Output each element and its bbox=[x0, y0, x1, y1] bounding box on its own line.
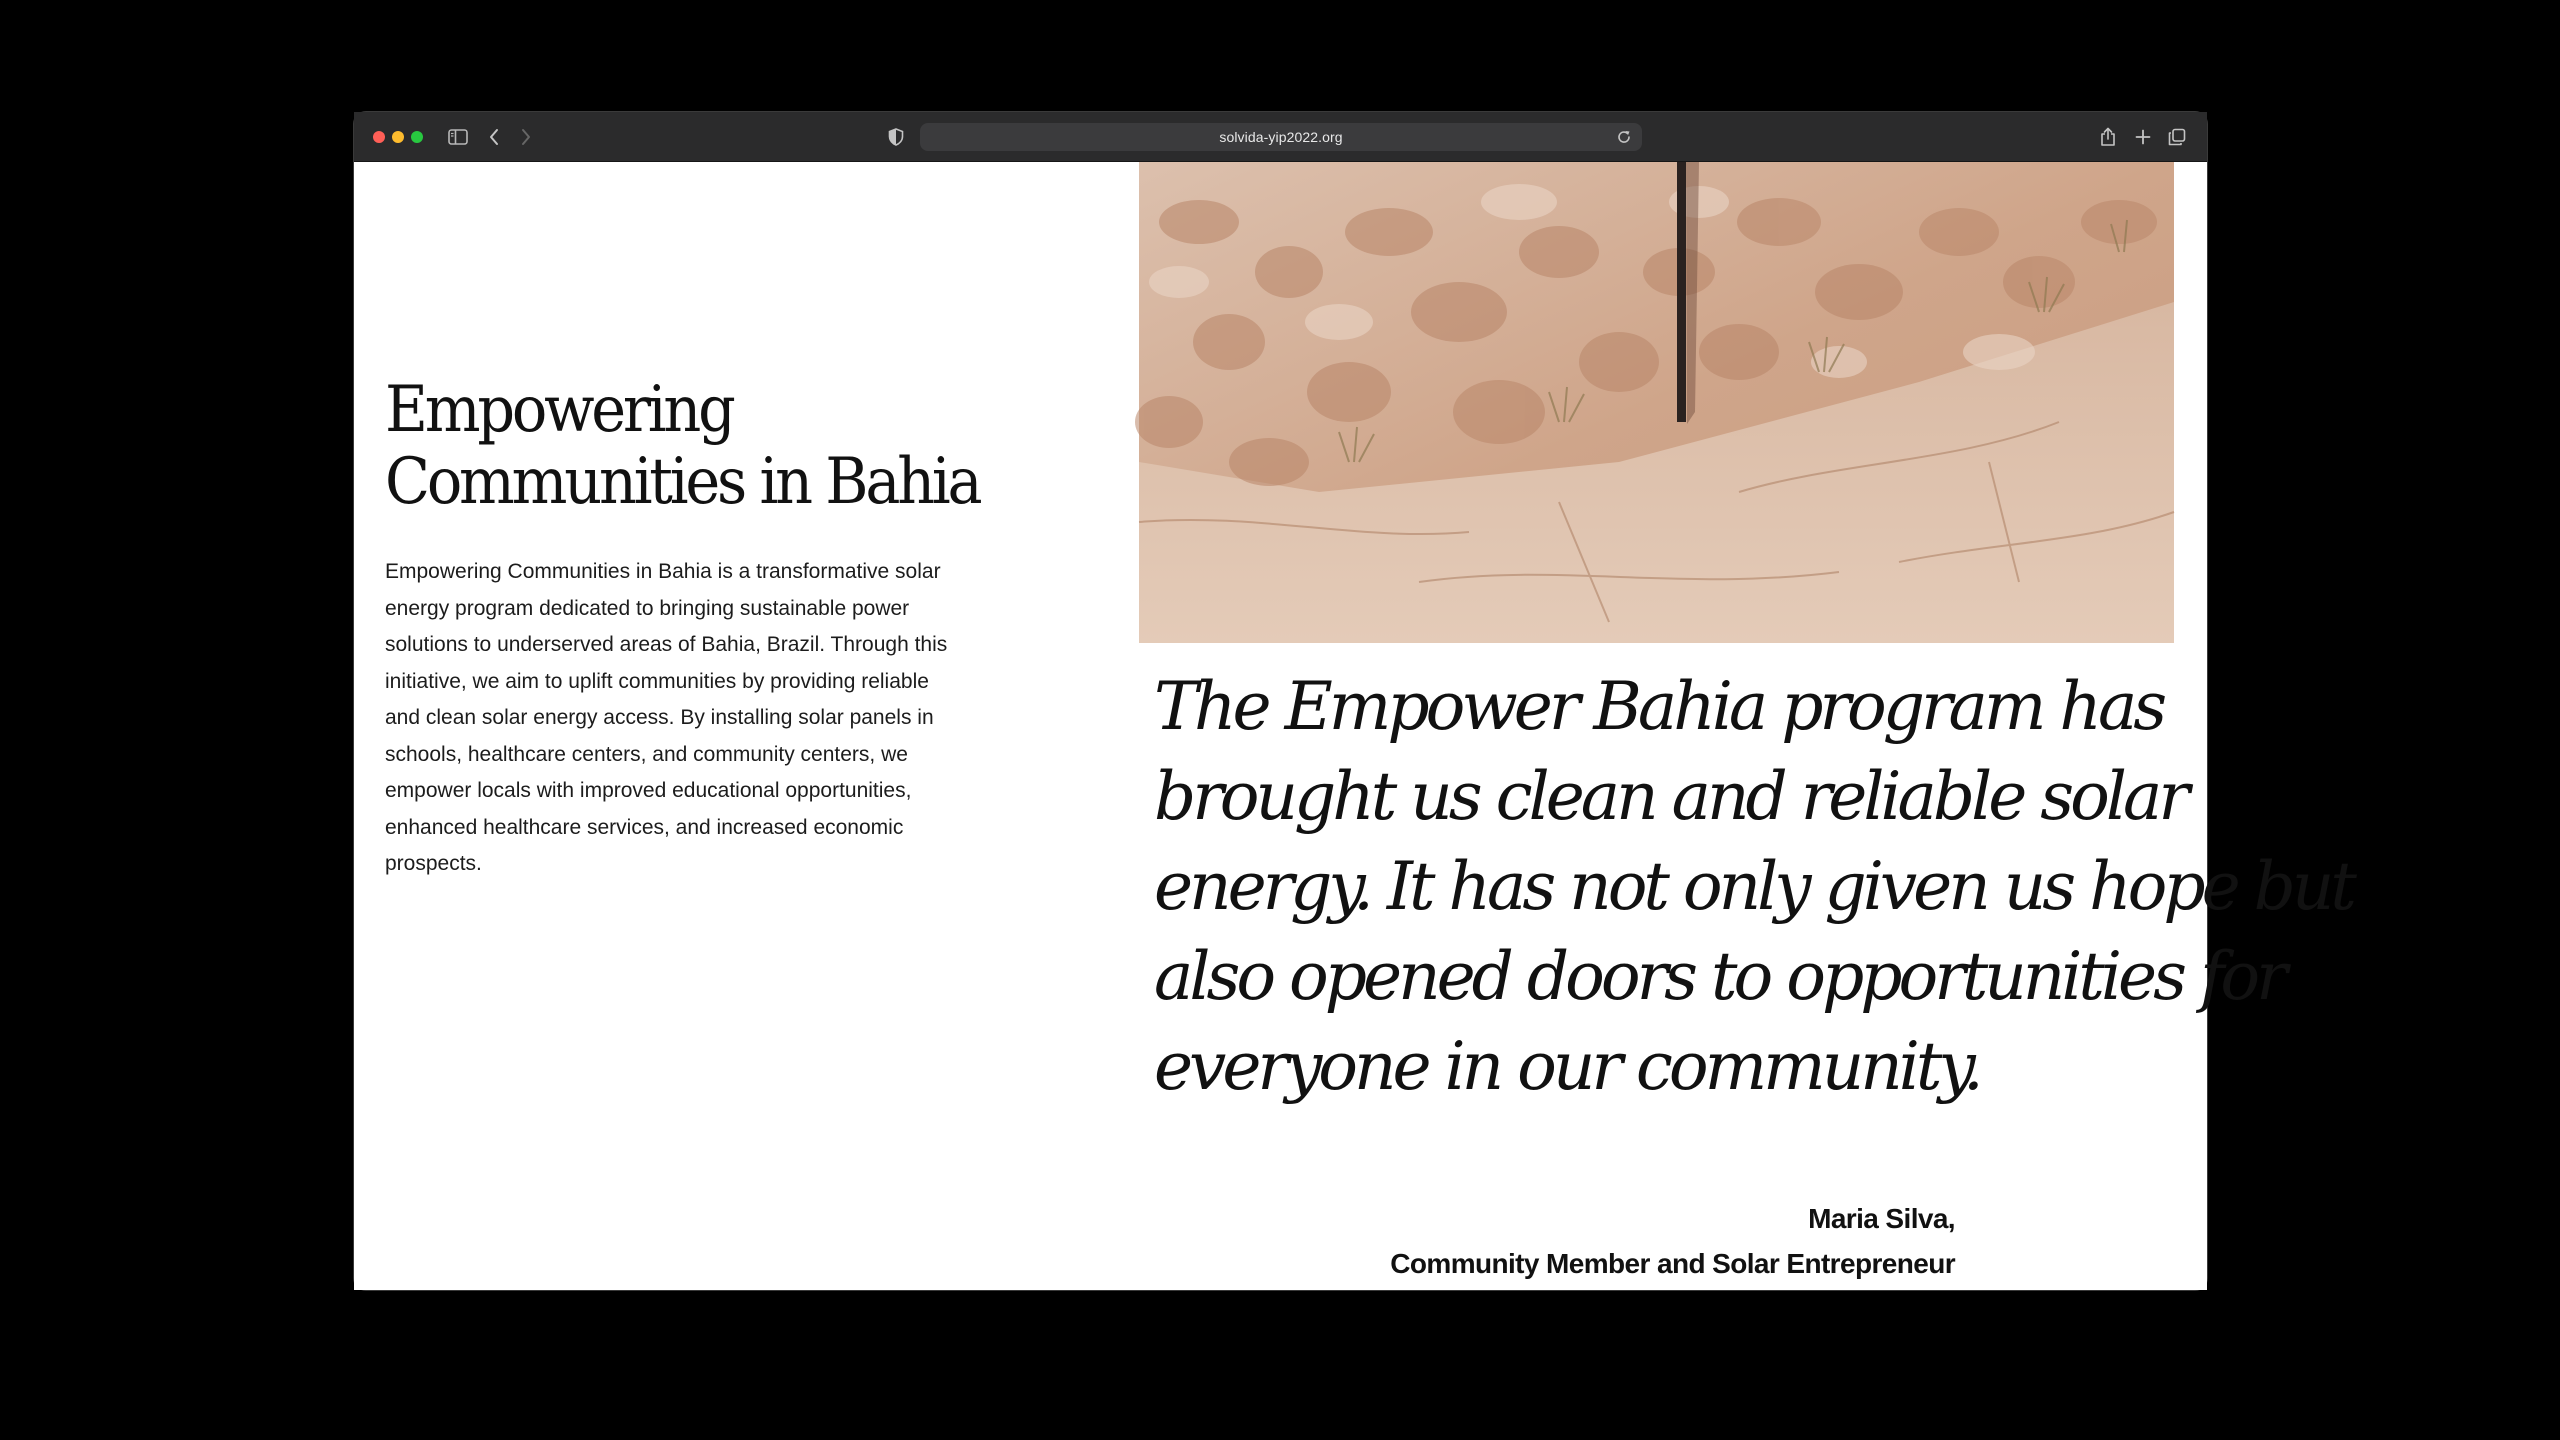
plus-icon[interactable] bbox=[2135, 125, 2151, 149]
page-title bbox=[385, 374, 1029, 518]
url-text: solvida-yip2022.org bbox=[1219, 129, 1343, 145]
close-window-button[interactable] bbox=[373, 131, 385, 143]
testimonial-quote bbox=[1154, 662, 2353, 1112]
zoom-window-button[interactable] bbox=[411, 131, 423, 143]
quote-line: also opened doors to opportunities for bbox=[1154, 938, 2284, 1015]
web-page bbox=[354, 162, 2353, 1290]
page-title-line: Empowering bbox=[385, 373, 733, 447]
quote-line: brought us clean and reliable solar bbox=[1154, 758, 2186, 835]
share-icon[interactable] bbox=[2100, 125, 2116, 149]
attribution-role: Community Member and Solar Entrepreneur bbox=[1390, 1248, 1955, 1279]
page-title-line: Communities in Bahia bbox=[385, 445, 980, 519]
browser-window bbox=[354, 112, 2353, 1290]
stone-wall-image bbox=[1139, 162, 2174, 643]
sidebar-icon[interactable] bbox=[448, 125, 468, 149]
testimonial-attribution bbox=[1390, 1196, 1955, 1286]
quote-line: energy. It has not only given us hope but bbox=[1154, 848, 2353, 925]
chevron-right-icon[interactable] bbox=[520, 125, 532, 149]
program-description: Empowering Communities in Bahia is a transformative solar energy program dedicated to bringing sustainable power solutions to underserved areas of Bahia, Brazil. Through this initiative, we aim to uplift communities by providing reliable and clean solar energy access. By installing solar panels in schools, healthcare centers, and community centers, we empower locals with improved educational opportunities, enhanced healthcare services, and increased economic prospects. bbox=[385, 560, 948, 875]
attribution-name: Maria Silva, bbox=[1808, 1203, 1955, 1234]
quote-line: everyone in our community. bbox=[1154, 1028, 1980, 1105]
shield-icon[interactable] bbox=[888, 125, 904, 149]
browser-toolbar bbox=[354, 112, 2207, 162]
quote-line: The Empower Bahia program has bbox=[1154, 668, 2164, 745]
minimize-window-button[interactable] bbox=[392, 131, 404, 143]
chevron-left-icon[interactable] bbox=[488, 125, 500, 149]
stone-wall-photo bbox=[1139, 162, 2174, 643]
address-bar[interactable] bbox=[920, 123, 1642, 151]
tab-overview-icon[interactable] bbox=[2168, 125, 2186, 149]
reload-icon[interactable] bbox=[1616, 129, 1632, 150]
